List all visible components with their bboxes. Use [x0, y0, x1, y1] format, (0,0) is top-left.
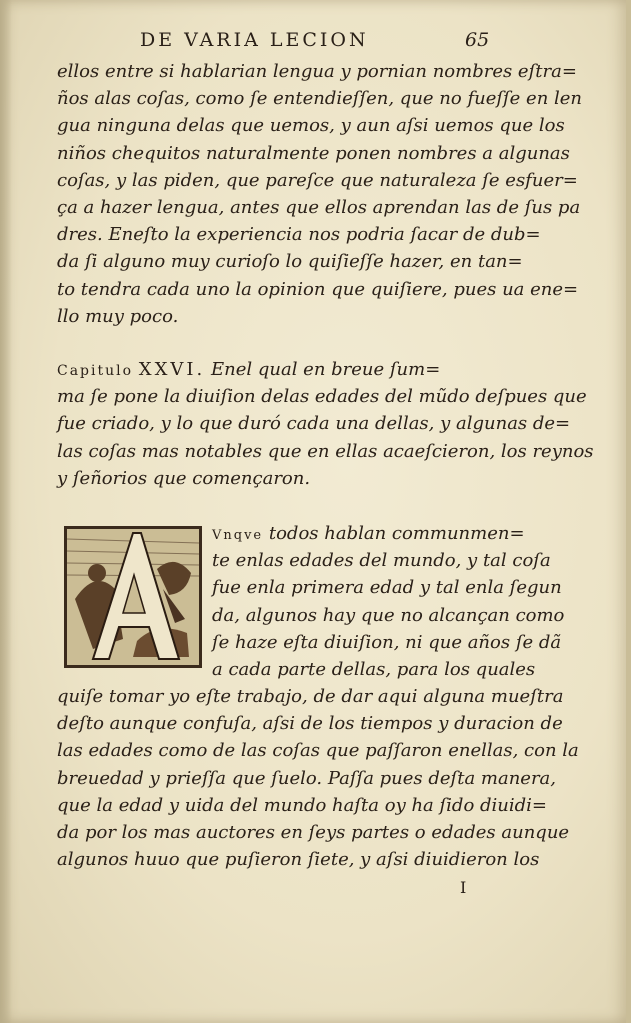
- woodcut-initial: [64, 526, 202, 668]
- text-line: llo muy poco.: [57, 305, 179, 327]
- chapter-first-line: [57, 356, 527, 383]
- text-line: las coſas mas notables que en ellas acaeſcieron, los reynos: [57, 440, 594, 462]
- chapter-label: Capitulo: [57, 363, 134, 379]
- text-line: deſto aunque confuſa, aſsi de los tiempos y duracion de: [57, 713, 563, 735]
- woodcut-illustration: [67, 529, 199, 665]
- text-line: ſe haze eſta diuiſion, ni que años ſe dã: [212, 631, 562, 653]
- running-title: DE VARIA LECION: [140, 29, 369, 51]
- first-word-rest: Vnqve: [212, 528, 264, 543]
- chapter-line-rest: Enel qual en breue ſum=: [210, 359, 441, 380]
- page-edge: [626, 0, 631, 1023]
- text-line: que la edad y uida del mundo haſta oy ha ſido diuidi=: [57, 794, 547, 816]
- chapter-number: XXVI.: [138, 359, 206, 380]
- text-line: ma ſe pone la diuiſion delas edades del mũdo deſpues que: [57, 386, 587, 408]
- text-line: fue criado, y lo que duró cada una dellas, y algunas de=: [57, 413, 571, 435]
- text-line: da ſi alguno muy curioſo lo quiſieſſe hazer, en tan=: [57, 251, 523, 273]
- text-line: niños chequitos naturalmente ponen nombres a algunas: [57, 142, 570, 164]
- text-line: a cada parte dellas, para los quales: [212, 658, 536, 680]
- paragraph-1: [57, 58, 583, 330]
- text-line: gua ninguna delas que uemos, y aun aſsi uemos que los: [57, 115, 565, 137]
- text-line: las edades como de las coſas que paſſaron enellas, con la: [57, 740, 579, 762]
- text-line: te enlas edades del mundo, y tal coſa: [212, 550, 551, 572]
- text-line: to tendra cada uno la opinion que quiſiere, pues ua ene=: [57, 278, 579, 300]
- text-line: da por los mas auctores en ſeys partes o edades aunque: [57, 821, 570, 843]
- paragraph-2: [57, 683, 579, 873]
- text-line: fue enla primera edad y tal enla ſegun: [212, 577, 562, 599]
- page-number: 65: [465, 29, 490, 51]
- text-line: y ſeñorios que començaron.: [57, 467, 311, 489]
- first-line-rest: todos hablan communmen=: [268, 523, 525, 544]
- signature-mark: I: [460, 878, 467, 897]
- text-line: dres. Eneſto la experiencia nos podria ſacar de dub=: [57, 224, 541, 246]
- text-line: da, algunos hay que no alcançan como: [212, 604, 565, 626]
- text-line: ça a hazer lengua, antes que ellos aprendan las de ſus pa: [57, 196, 581, 218]
- text-line: ellos entre si hablarian lengua y pornian nombres eſtra=: [57, 61, 577, 82]
- text-line: algunos huuo que puſieron ſiete, y aſsi diuidieron los: [57, 849, 540, 871]
- text-line: coſas, y las piden, que pareſce que naturaleza ſe esfuer=: [57, 169, 578, 191]
- chapter-heading: [57, 356, 594, 492]
- dropcap-first-line: [212, 520, 525, 547]
- page-header: [0, 27, 631, 57]
- text-line: quiſe tomar yo eſte trabajo, de dar aqui alguna mueſtra: [57, 686, 564, 707]
- text-line: ños alas coſas, como ſe entendieſſen, que no fueſſe en len: [57, 88, 583, 110]
- dropcap-wrapped-text: [212, 520, 565, 683]
- text-line: breuedad y prieſſa que ſuelo. Paſſa pues deſta manera,: [57, 767, 557, 789]
- page-gutter: [0, 0, 12, 1023]
